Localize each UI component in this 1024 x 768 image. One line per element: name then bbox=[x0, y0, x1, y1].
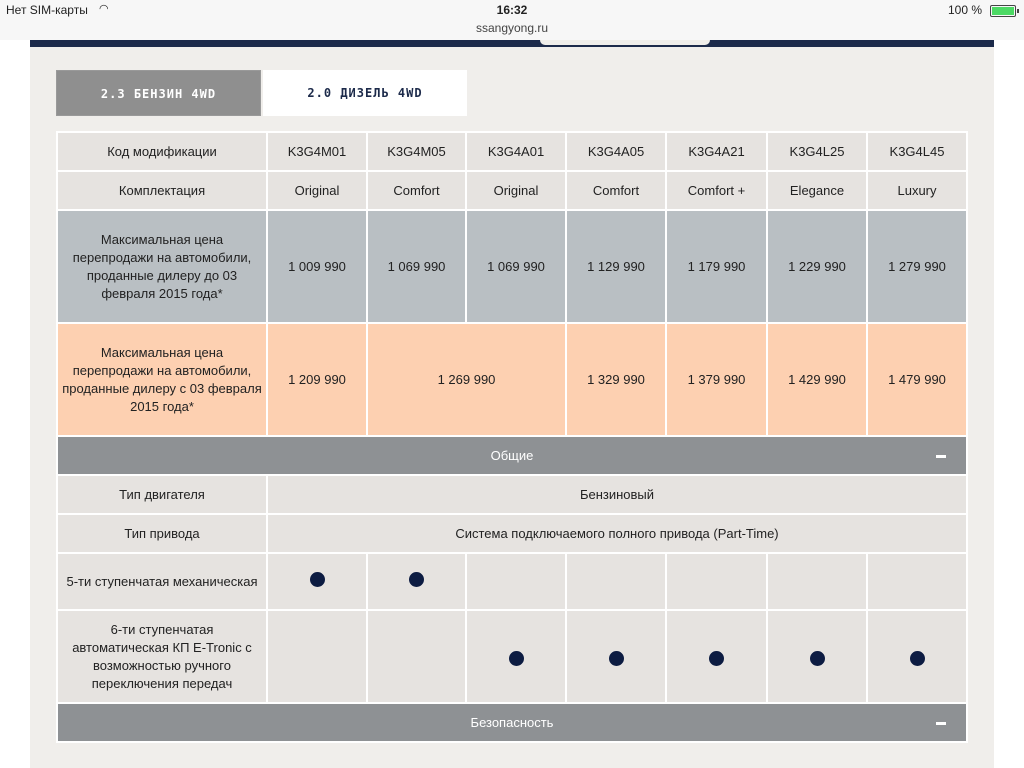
dot-icon bbox=[310, 572, 325, 587]
minus-icon[interactable] bbox=[936, 455, 946, 458]
availability-cell bbox=[867, 553, 967, 610]
battery-icon bbox=[990, 5, 1016, 17]
url-text: ssangyong.ru bbox=[475, 21, 549, 35]
price-cell: 1 069 990 bbox=[466, 210, 566, 323]
row-engine-type bbox=[57, 475, 967, 514]
section-title: Общие bbox=[490, 447, 534, 463]
price-cell: 1 229 990 bbox=[767, 210, 867, 323]
carrier-label: Нет SIM-карты bbox=[6, 3, 88, 17]
dot-icon bbox=[509, 651, 524, 666]
row-label: Тип привода bbox=[57, 514, 267, 553]
price-cell: 1 269 990 bbox=[367, 323, 566, 436]
engine-value: Бензиновый bbox=[267, 475, 967, 514]
row-manual-gearbox bbox=[57, 553, 967, 610]
trim-cell: Original bbox=[466, 171, 566, 210]
row-label: Код модификации bbox=[57, 132, 267, 171]
price-cell: 1 479 990 bbox=[867, 323, 967, 436]
availability-cell bbox=[767, 610, 867, 703]
code-cell: K3G4A01 bbox=[466, 132, 566, 171]
section-header-general[interactable] bbox=[57, 436, 967, 475]
dot-icon bbox=[910, 651, 925, 666]
row-label: Комплектация bbox=[57, 171, 267, 210]
availability-cell bbox=[566, 610, 666, 703]
availability-cell bbox=[867, 610, 967, 703]
dot-icon bbox=[709, 651, 724, 666]
code-cell: K3G4M05 bbox=[367, 132, 466, 171]
row-label: 5-ти ступенчатая механическая bbox=[57, 553, 267, 610]
trim-cell: Original bbox=[267, 171, 367, 210]
row-price-after bbox=[57, 323, 967, 436]
price-cell: 1 329 990 bbox=[566, 323, 666, 436]
section-header-safety[interactable] bbox=[57, 703, 967, 742]
row-label: Максимальная цена перепродажи на автомобили, проданные дилеру с 03 февраля 2015 года* bbox=[57, 323, 267, 436]
code-cell: K3G4L25 bbox=[767, 132, 867, 171]
status-bar bbox=[0, 0, 1024, 20]
row-trim bbox=[57, 171, 967, 210]
code-cell: K3G4A05 bbox=[566, 132, 666, 171]
availability-cell bbox=[666, 553, 767, 610]
price-cell: 1 009 990 bbox=[267, 210, 367, 323]
price-cell: 1 429 990 bbox=[767, 323, 867, 436]
availability-cell bbox=[466, 553, 566, 610]
availability-cell bbox=[767, 553, 867, 610]
nav-notch bbox=[540, 40, 710, 45]
price-cell: 1 279 990 bbox=[867, 210, 967, 323]
row-price-before bbox=[57, 210, 967, 323]
availability-cell bbox=[267, 553, 367, 610]
availability-cell bbox=[466, 610, 566, 703]
status-time: 16:32 bbox=[496, 3, 528, 17]
battery-percent: 100 % bbox=[947, 3, 982, 17]
price-cell: 1 379 990 bbox=[666, 323, 767, 436]
wifi-icon: ◠ bbox=[99, 3, 109, 15]
section-general[interactable] bbox=[57, 436, 967, 475]
availability-cell bbox=[666, 610, 767, 703]
address-bar[interactable] bbox=[0, 20, 1024, 40]
drive-value: Система подключаемого полного привода (Part-Time) bbox=[267, 514, 967, 553]
price-cell: 1 179 990 bbox=[666, 210, 767, 323]
availability-cell bbox=[367, 553, 466, 610]
tab-diesel-2-0[interactable]: 2.0 ДИЗЕЛЬ 4WD bbox=[263, 70, 467, 116]
section-title: Безопасность bbox=[470, 714, 554, 730]
trim-cell: Comfort bbox=[566, 171, 666, 210]
minus-icon[interactable] bbox=[936, 722, 946, 725]
row-modification-code bbox=[57, 132, 967, 171]
availability-cell bbox=[367, 610, 466, 703]
dot-icon bbox=[409, 572, 424, 587]
availability-cell bbox=[267, 610, 367, 703]
spec-page bbox=[30, 47, 994, 768]
code-cell: K3G4M01 bbox=[267, 132, 367, 171]
row-label: Максимальная цена перепродажи на автомобили, проданные дилеру до 03 февраля 2015 года* bbox=[57, 210, 267, 323]
row-label: 6-ти ступенчатая автоматическая КП E-Tronic с возможностью ручного переключения передач bbox=[57, 610, 267, 703]
tab-petrol-2-3[interactable]: 2.3 БЕНЗИН 4WD bbox=[56, 70, 261, 116]
dot-icon bbox=[810, 651, 825, 666]
site-nav-strip bbox=[30, 40, 994, 47]
price-cell: 1 129 990 bbox=[566, 210, 666, 323]
price-cell: 1 209 990 bbox=[267, 323, 367, 436]
row-label: Тип двигателя bbox=[57, 475, 267, 514]
dot-icon bbox=[609, 651, 624, 666]
section-safety[interactable] bbox=[57, 703, 967, 742]
row-automatic-gearbox bbox=[57, 610, 967, 703]
trim-cell: Comfort + bbox=[666, 171, 767, 210]
trim-cell: Comfort bbox=[367, 171, 466, 210]
code-cell: K3G4A21 bbox=[666, 132, 767, 171]
code-cell: K3G4L45 bbox=[867, 132, 967, 171]
spec-table bbox=[56, 131, 968, 743]
availability-cell bbox=[566, 553, 666, 610]
trim-cell: Elegance bbox=[767, 171, 867, 210]
price-cell: 1 069 990 bbox=[367, 210, 466, 323]
row-drive-type bbox=[57, 514, 967, 553]
trim-cell: Luxury bbox=[867, 171, 967, 210]
